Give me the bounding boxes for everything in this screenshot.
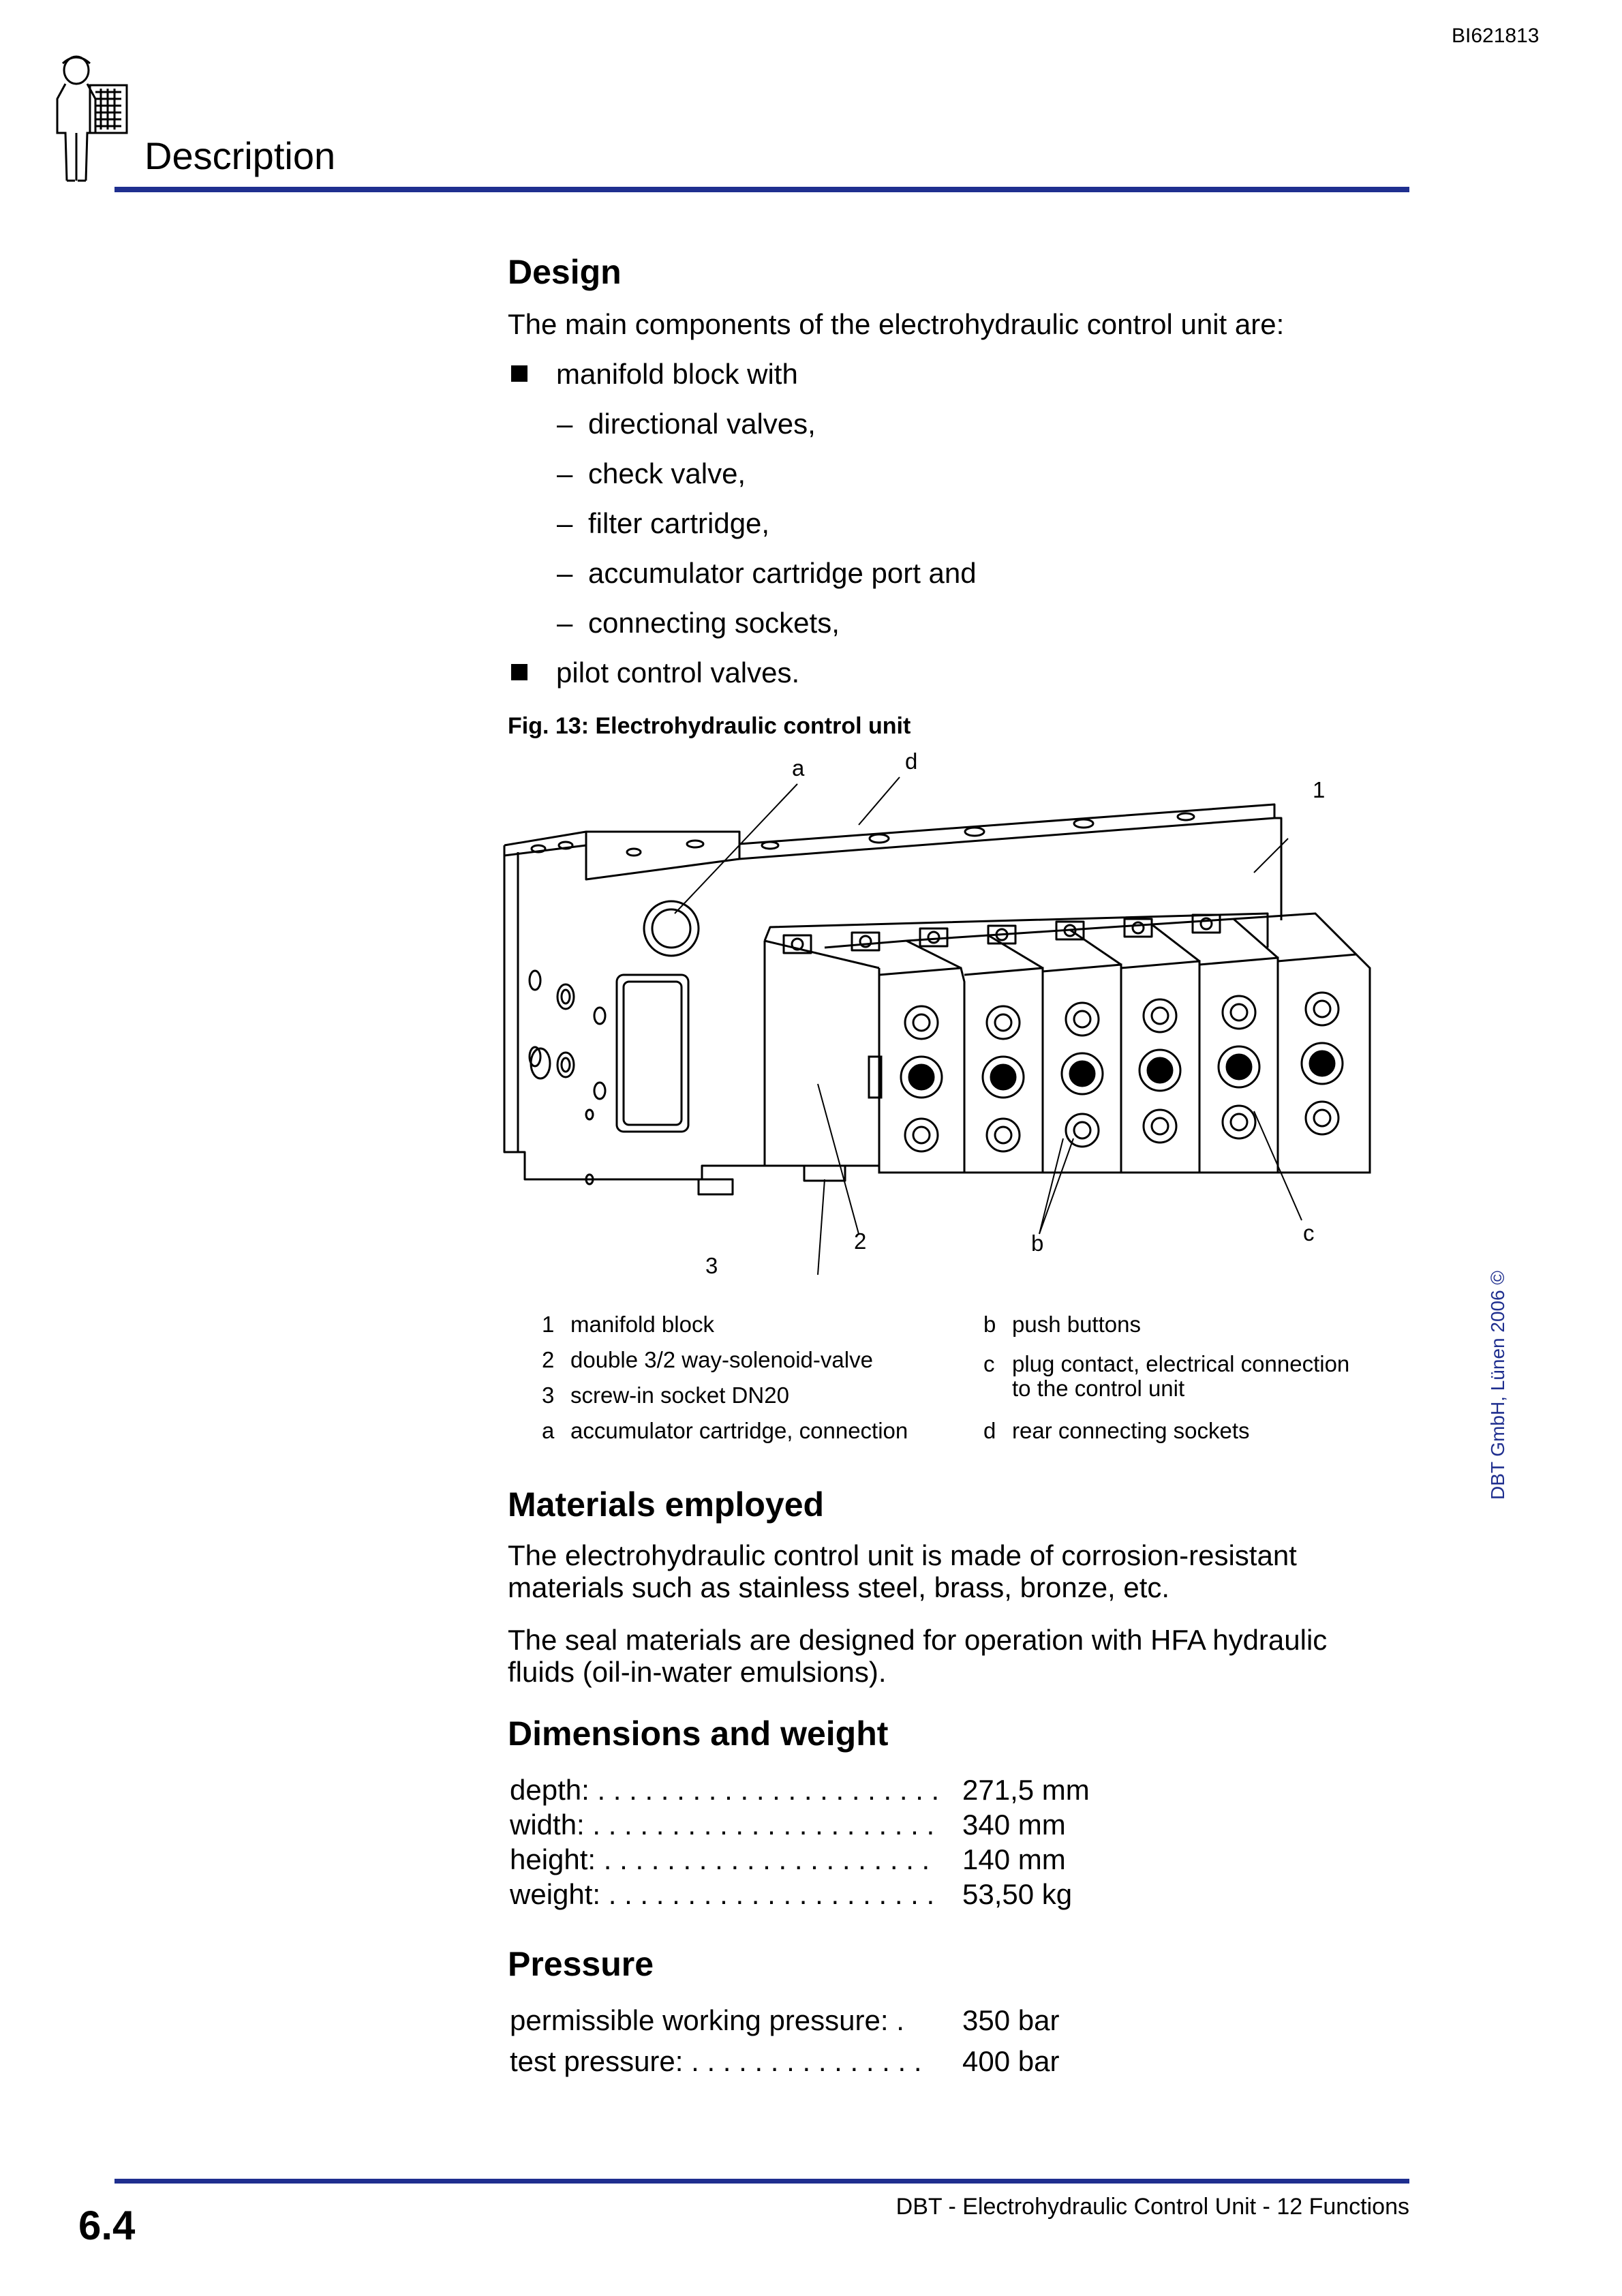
valve-module	[1234, 913, 1370, 1173]
sub-item: – accumulator cartridge port and	[557, 557, 977, 589]
sub-item: – check valve,	[557, 457, 746, 489]
dimension-value: 340 mm	[962, 1809, 1066, 1841]
legend-item: 2 double 3/2 way-solenoid-valve	[542, 1347, 873, 1372]
sub-item: – connecting sockets,	[557, 607, 840, 639]
legend-item: d rear connecting sockets	[983, 1418, 1250, 1443]
technician-icon	[48, 51, 136, 184]
design-heading: Design	[508, 253, 622, 291]
dimension-label: depth: . . . . . . . . . . . . . . . . . . . . . .	[510, 1774, 940, 1806]
callout-c: c	[1303, 1220, 1315, 1245]
copyright-note: DBT GmbH, Lünen 2006 ©	[1487, 1270, 1508, 1500]
bullet-square	[511, 365, 527, 382]
bullet-item	[511, 656, 799, 689]
callout-2: 2	[854, 1228, 867, 1254]
sub-item: – directional valves,	[557, 408, 816, 440]
bullet-text: manifold block with	[556, 358, 798, 390]
legend-item: 1 manifold block	[542, 1312, 714, 1337]
dimension-value: 140 mm	[962, 1843, 1066, 1875]
dimension-label: width: . . . . . . . . . . . . . . . . . . . . . .	[510, 1809, 935, 1841]
dimension-label: height: . . . . . . . . . . . . . . . . . . . . .	[510, 1843, 930, 1875]
dimensions-heading: Dimensions and weight	[508, 1715, 889, 1753]
document-id: BI621813	[1452, 25, 1540, 47]
control-unit-drawing	[498, 743, 1383, 1275]
bullet-item	[511, 358, 798, 391]
valve-module	[988, 930, 1121, 1173]
pressure-label: test pressure: . . . . . . . . . . . . . . .	[510, 2045, 922, 2077]
sub-item: – filter cartridge,	[557, 507, 770, 539]
legend-item-continued: to the control unit	[1012, 1376, 1185, 1401]
callout-d: d	[905, 749, 918, 774]
figure-caption: Fig. 13: Electrohydraulic control unit	[508, 713, 911, 739]
pressure-heading: Pressure	[508, 1945, 654, 1983]
seal-paragraph: The seal materials are designed for operation with HFA hydraulic fluids (oil-in-water emulsions).	[508, 1624, 1328, 1688]
dimension-label: weight: . . . . . . . . . . . . . . . . . . . . .	[510, 1878, 935, 1910]
legend-item: c plug contact, electrical connection	[983, 1351, 1350, 1376]
dimension-value: 53,50 kg	[962, 1878, 1073, 1910]
callout-a: a	[792, 755, 805, 781]
design-intro: The main components of the electrohydraulic control unit are:	[508, 308, 1285, 340]
pressure-label: permissible working pressure: .	[510, 2004, 904, 2036]
bullet-text: pilot control valves.	[556, 656, 800, 689]
valve-module	[1152, 919, 1278, 1173]
header-rule	[114, 187, 1409, 192]
page-number: 6.4	[78, 2203, 136, 2248]
page-title: Description	[144, 134, 336, 177]
footer-title: DBT - Electrohydraulic Control Unit - 12 Functions	[896, 2194, 1409, 2220]
materials-paragraph: The electrohydraulic control unit is made of corrosion-resistant materials such as stainless steel, brass, bronze, etc.	[508, 1539, 1297, 1603]
legend-item: b push buttons	[983, 1312, 1141, 1337]
pressure-value: 400 bar	[962, 2045, 1060, 2077]
valve-module	[825, 941, 964, 1173]
callout-3: 3	[705, 1253, 718, 1275]
footer-rule	[114, 2179, 1409, 2184]
materials-heading: Materials employed	[508, 1485, 825, 1524]
callout-b: b	[1031, 1230, 1044, 1256]
legend-item: 3 screw-in socket DN20	[542, 1383, 789, 1408]
pressure-value: 350 bar	[962, 2004, 1060, 2036]
callout-1: 1	[1313, 777, 1326, 802]
dimension-value: 271,5 mm	[962, 1774, 1090, 1806]
legend-item: a accumulator cartridge, connection	[542, 1418, 908, 1443]
bullet-square	[511, 664, 527, 680]
